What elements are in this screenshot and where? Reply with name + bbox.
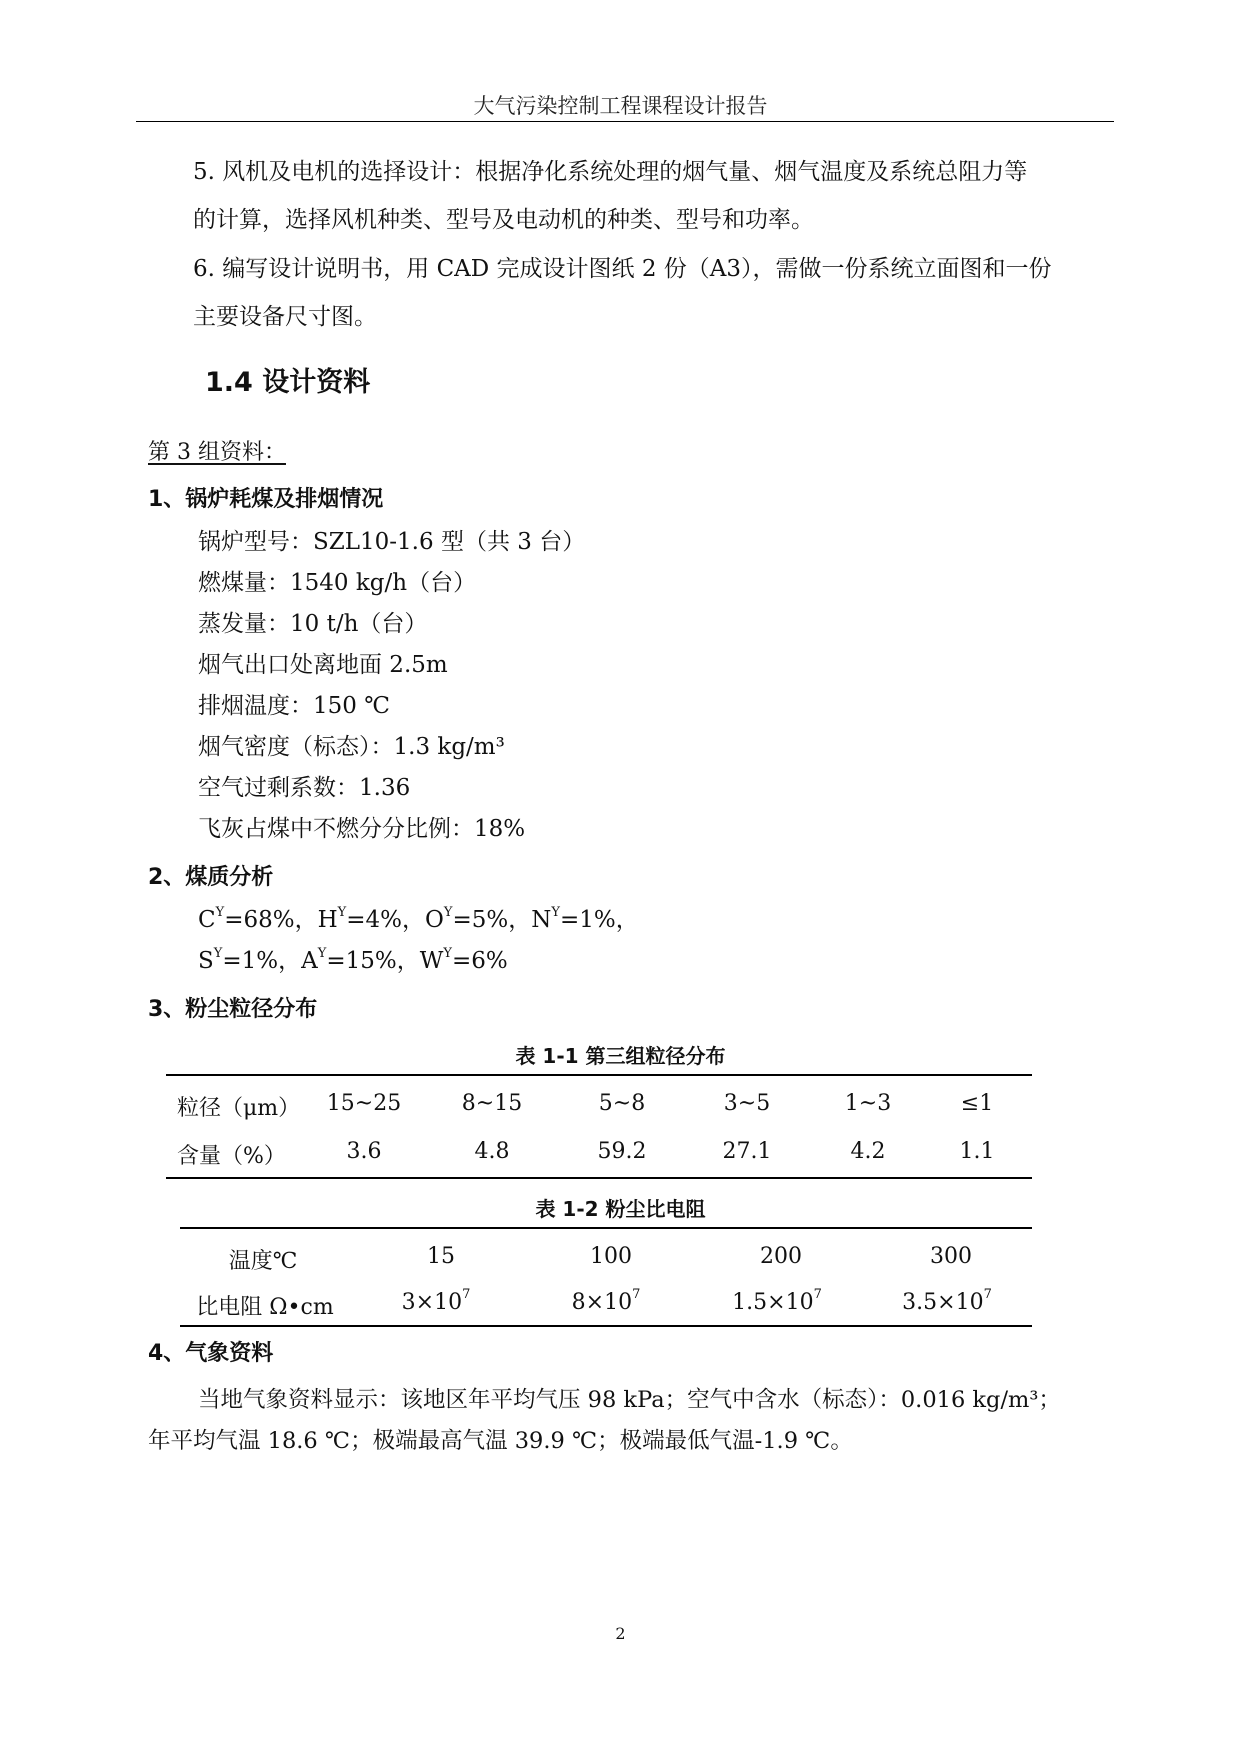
- resistivity-cell: $1.5\times 10^7$: [732, 1287, 822, 1315]
- resistivity-cell: $8\times 10^7$: [571, 1287, 641, 1315]
- boiler-line: 烟气出口处离地面 2.5m: [198, 652, 448, 678]
- table-2-top-rule: [180, 1227, 1032, 1229]
- coal-item-h: $H^Y=4\%$，: [317, 905, 426, 933]
- coal-heading: 2、煤质分析: [148, 865, 274, 890]
- table-2-bottom-rule: [180, 1325, 1032, 1327]
- boiler-line: 烟气密度（标态）：1.3 kg/m³: [198, 734, 505, 760]
- page-number: 2: [615, 1624, 626, 1643]
- size-cell: ≤1: [960, 1091, 994, 1116]
- dust-heading: 3、粉尘粒径分布: [148, 997, 318, 1022]
- temp-cell: 200: [760, 1244, 802, 1269]
- table-1-top-rule: [166, 1074, 1032, 1076]
- row-header-resistivity: 比电阻 Ω•cm: [196, 1295, 334, 1320]
- weather-line-1: 当地气象资料显示：该地区年平均气压 98 kPa；空气中含水（标态）：0.016 kg/m³；: [198, 1387, 1061, 1413]
- running-header: 大气污染控制工程课程设计报告: [473, 94, 768, 118]
- content-cell: 4.8: [474, 1139, 510, 1164]
- table-1-caption: 表 1-1 第三组粒径分布: [515, 1044, 726, 1068]
- coal-row-1: [198, 905, 639, 933]
- content-cell: 1.1: [959, 1139, 995, 1164]
- row-header-content: 含量（%）: [177, 1144, 286, 1169]
- coal-item-c: $C^Y=68\%$，: [198, 905, 318, 933]
- content-cell: 59.2: [597, 1139, 647, 1164]
- section-title: 1.4 设计资料: [205, 367, 371, 398]
- coal-item-w: $W^Y=6\%$: [419, 946, 508, 974]
- temp-cell: 100: [590, 1244, 632, 1269]
- size-cell: 8~15: [461, 1091, 523, 1116]
- boiler-line: 排烟温度：150 ℃: [198, 693, 390, 719]
- intro-line-1: 5. 风机及电机的选择设计：根据净化系统处理的烟气量、烟气温度及系统总阻力等: [193, 159, 1028, 185]
- table-1-bottom-rule: [166, 1177, 1032, 1179]
- header-divider: [136, 121, 1114, 122]
- intro-line-4: 主要设备尺寸图。: [193, 304, 377, 330]
- boiler-heading: 1、锅炉耗煤及排烟情况: [148, 487, 384, 512]
- weather-line-2: 年平均气温 18.6 ℃；极端最高气温 39.9 ℃；极端最低气温-1.9 ℃。: [148, 1428, 853, 1454]
- resistivity-cell: $3\times 10^7$: [401, 1287, 471, 1315]
- intro-line-3: 6. 编写设计说明书，用 CAD 完成设计图纸 2 份（A3），需做一份系统立面图和一份: [193, 256, 1052, 282]
- size-cell: 5~8: [598, 1091, 646, 1116]
- content-cell: 4.2: [850, 1139, 886, 1164]
- size-cell: 1~3: [844, 1091, 892, 1116]
- boiler-line: 蒸发量：10 t/h（台）: [198, 611, 428, 637]
- boiler-line: 飞灰占煤中不燃分分比例：18%: [198, 816, 526, 842]
- coal-item-o: $O^Y=5\%$，: [425, 905, 532, 933]
- table-2-caption: 表 1-2 粉尘比电阻: [535, 1197, 706, 1221]
- intro-line-2: 的计算，选择风机种类、型号及电动机的种类、型号和功率。: [193, 207, 814, 233]
- size-cell: 15~25: [326, 1091, 402, 1116]
- group-title: 第 3 组资料：: [148, 440, 286, 465]
- row-header-size: 粒径（μm）: [177, 1096, 301, 1121]
- boiler-line: 锅炉型号：SZL10-1.6 型（共 3 台）: [198, 529, 586, 555]
- weather-heading: 4、气象资料: [148, 1341, 274, 1366]
- row-header-temp: 温度℃: [228, 1249, 298, 1274]
- temp-cell: 300: [930, 1244, 972, 1269]
- content-cell: 3.6: [346, 1139, 382, 1164]
- coal-item-s: $S^Y=1\%$，: [198, 946, 302, 974]
- coal-row-2: [198, 946, 508, 974]
- content-cell: 27.1: [722, 1139, 772, 1164]
- coal-item-n: $N^Y=1\%$，: [531, 905, 639, 933]
- boiler-line: 空气过剩系数：1.36: [198, 775, 411, 801]
- coal-item-a: $A^Y=15\%$，: [301, 946, 420, 974]
- temp-cell: 15: [427, 1244, 455, 1269]
- size-cell: 3~5: [723, 1091, 771, 1116]
- resistivity-cell: $3.5\times 10^7$: [902, 1287, 992, 1315]
- boiler-line: 燃煤量：1540 kg/h（台）: [198, 570, 477, 596]
